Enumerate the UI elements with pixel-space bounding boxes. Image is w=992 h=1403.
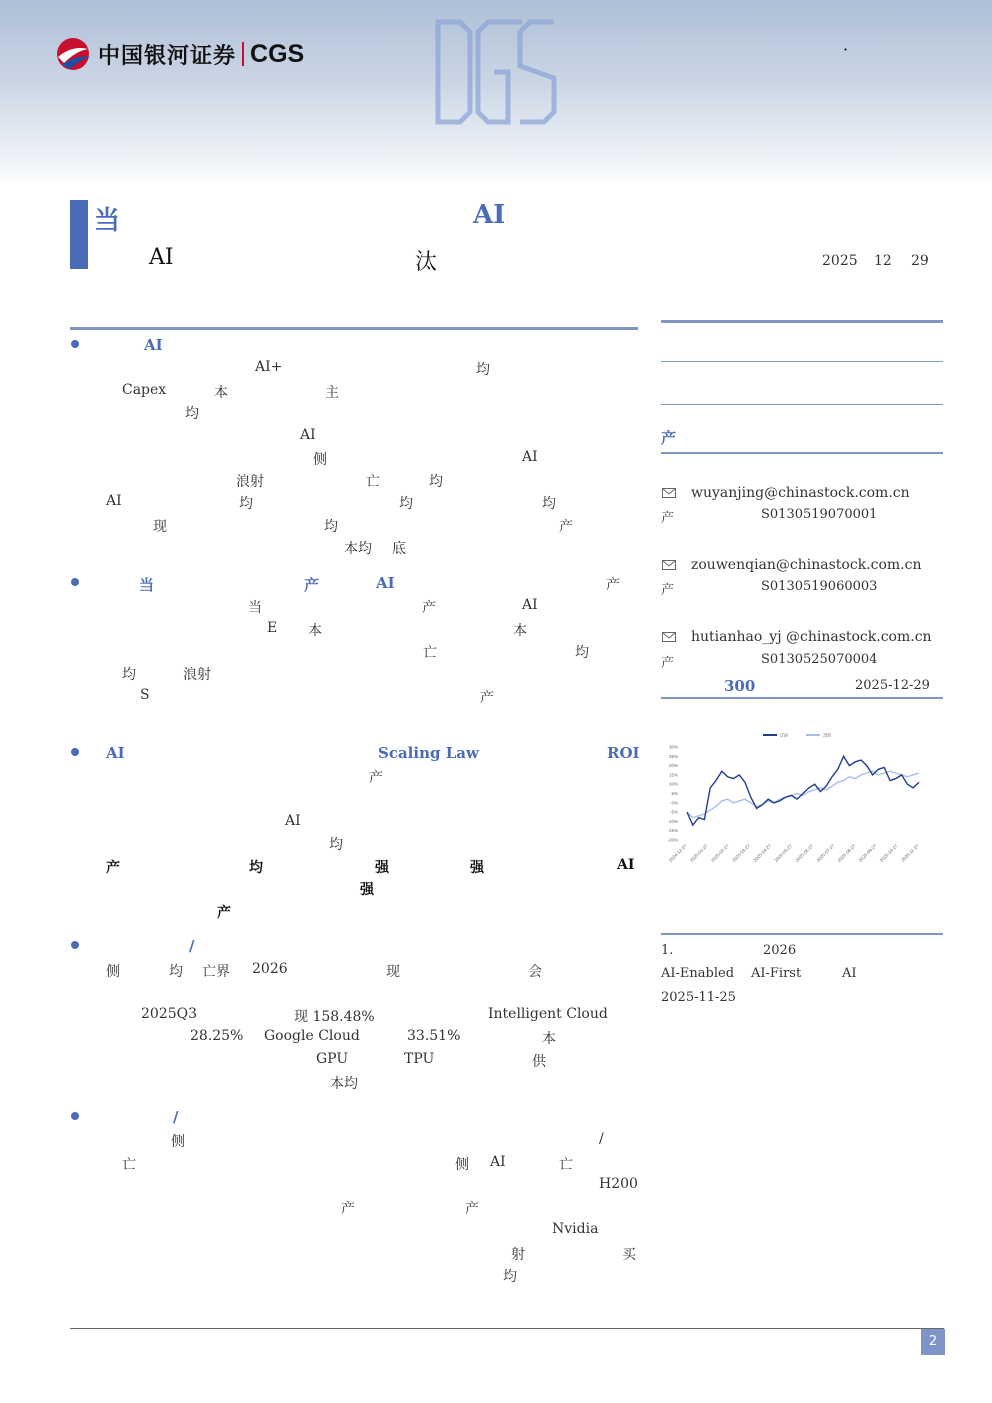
section5-text: 侧 bbox=[171, 1134, 185, 1150]
section2-heading: 当 bbox=[139, 576, 155, 594]
section2-text: 当 bbox=[248, 600, 262, 616]
report-date-month: 12 bbox=[874, 253, 892, 269]
section2-text: 均 bbox=[575, 645, 589, 661]
sidebar-rule bbox=[661, 452, 943, 454]
logo-english-name: CGS bbox=[250, 39, 305, 68]
analyst1-tag: 产 bbox=[661, 511, 675, 526]
section2-text: 产 bbox=[480, 690, 494, 706]
analyst3-license: S0130525070004 bbox=[761, 652, 878, 667]
footer-rule bbox=[70, 1328, 944, 1329]
x-tick-label: 2025-07-27 bbox=[815, 843, 836, 863]
section1-text: 均 bbox=[542, 496, 556, 512]
y-tick-label: -20% bbox=[667, 837, 678, 843]
related-report-year: 2026 bbox=[763, 943, 797, 958]
analyst2-license: S0130519060003 bbox=[761, 579, 878, 594]
y-tick-label: -15% bbox=[667, 828, 678, 834]
section5-heading: / bbox=[173, 1108, 179, 1126]
section3-bold-text: AI bbox=[617, 857, 635, 873]
section4-text: GPU bbox=[316, 1051, 349, 1067]
section4-text: 亡界 bbox=[202, 964, 230, 980]
report-date-year: 2025 bbox=[822, 253, 858, 269]
section1-text: 均 bbox=[429, 474, 443, 490]
y-tick-label: 5% bbox=[671, 791, 678, 796]
main-column-rule bbox=[70, 327, 638, 330]
header-dot: · bbox=[843, 40, 849, 59]
y-tick-label: 15% bbox=[668, 772, 678, 778]
x-tick-label: 2025-02-27 bbox=[710, 843, 730, 863]
section3-bullet bbox=[71, 748, 79, 756]
cgs-watermark-logo bbox=[430, 8, 562, 134]
section1-text: 主 bbox=[325, 385, 339, 401]
sidebar-rule bbox=[661, 404, 943, 405]
sidebar-rule bbox=[661, 933, 943, 935]
title-line2-end: 汰 bbox=[415, 250, 438, 275]
sidebar-section-label: 产 bbox=[661, 429, 677, 447]
section2-text: 产 bbox=[422, 600, 436, 616]
section4-text: Google Cloud bbox=[264, 1028, 360, 1044]
analyst3-tag: 产 bbox=[661, 656, 675, 671]
section1-text: 产 bbox=[559, 519, 573, 535]
section1-text: 均 bbox=[239, 496, 253, 512]
sidebar-rule bbox=[661, 361, 943, 362]
title-line1-ai: AI bbox=[473, 200, 506, 230]
y-tick-label: 20% bbox=[668, 763, 678, 769]
related-report-number: 1. bbox=[661, 943, 674, 958]
section4-text: 侧 bbox=[106, 964, 120, 980]
section1-text: 现 bbox=[153, 519, 167, 535]
section3-bold-text: 均 bbox=[249, 860, 263, 876]
analyst1-email[interactable]: wuyanjing@chinastock.com.cn bbox=[691, 485, 910, 501]
section1-text: 亡 bbox=[366, 474, 380, 490]
section4-text: 28.25% bbox=[190, 1028, 244, 1044]
section4-text: 本 bbox=[542, 1031, 556, 1047]
section4-text: TPU bbox=[404, 1051, 435, 1067]
section3-heading: Scaling Law bbox=[378, 744, 479, 762]
section3-text: 均 bbox=[329, 837, 343, 853]
envelope-icon bbox=[662, 488, 676, 498]
section1-heading: AI bbox=[144, 336, 163, 354]
section5-text: H200 bbox=[599, 1176, 638, 1192]
section1-text: 均 bbox=[324, 519, 338, 535]
section3-bold-text: 产 bbox=[106, 860, 120, 876]
section4-text: 2025Q3 bbox=[141, 1006, 198, 1022]
chart-date: 2025-12-29 bbox=[855, 678, 930, 693]
x-tick-label: 2025-11-27 bbox=[900, 843, 920, 863]
page-number: 2 bbox=[921, 1329, 945, 1355]
y-tick-label: 30% bbox=[668, 744, 678, 750]
section1-text: 均 bbox=[399, 496, 413, 512]
section5-text: 亡 bbox=[559, 1157, 573, 1173]
x-tick-label: 2025-05-27 bbox=[773, 843, 794, 863]
section5-text: AI bbox=[490, 1154, 506, 1170]
section1-text: 浪射 bbox=[236, 474, 264, 490]
section4-text: Intelligent Cloud bbox=[488, 1006, 608, 1022]
title-line2-ai: AI bbox=[149, 245, 174, 270]
cgs-logo bbox=[54, 36, 304, 72]
legend-label: SW bbox=[780, 733, 789, 739]
series-line-sw bbox=[687, 756, 919, 825]
section4-text: 现 bbox=[386, 964, 400, 980]
sidebar-rule bbox=[661, 320, 943, 323]
section2-text: E bbox=[267, 620, 278, 636]
section1-text: 底 bbox=[392, 541, 406, 557]
section1-text: AI bbox=[300, 427, 316, 443]
section2-text: 本 bbox=[308, 623, 322, 639]
cgs-logo-mark-icon bbox=[54, 37, 92, 71]
section4-heading: / bbox=[189, 937, 195, 955]
analyst2-tag: 产 bbox=[661, 583, 675, 598]
related-report-date: 2025-11-25 bbox=[661, 990, 736, 1005]
section3-text: 产 bbox=[369, 770, 383, 786]
section1-text: Capex bbox=[122, 382, 167, 398]
legend-label: 300 bbox=[823, 733, 832, 739]
chart-heading: 300 bbox=[724, 677, 756, 695]
x-tick-label: 2025-03-27 bbox=[731, 843, 751, 863]
x-tick-label: 2025-09-27 bbox=[857, 843, 878, 863]
section1-text: 均 bbox=[476, 362, 490, 378]
section3-bold-text: 强 bbox=[375, 860, 389, 876]
x-tick-label: 2025-01-27 bbox=[688, 843, 709, 863]
section4-text: 会 bbox=[528, 964, 542, 980]
section5-text: 产 bbox=[465, 1201, 479, 1217]
sidebar-rule bbox=[661, 697, 943, 699]
x-tick-label: 2025-06-27 bbox=[794, 843, 815, 863]
section4-text: 33.51% bbox=[407, 1028, 461, 1044]
section2-heading: AI bbox=[376, 574, 395, 592]
y-tick-label: -10% bbox=[667, 818, 678, 824]
section4-text: 本均 bbox=[330, 1076, 358, 1092]
y-tick-label: -5% bbox=[669, 809, 678, 815]
section1-text: AI+ bbox=[255, 359, 283, 375]
section1-text: AI bbox=[522, 449, 538, 465]
x-tick-label: 2025-04-27 bbox=[752, 843, 773, 863]
section2-text: 浪射 bbox=[183, 667, 211, 683]
section5-text: 买 bbox=[622, 1247, 636, 1263]
section3-heading: ROI bbox=[607, 744, 640, 762]
section5-text: 射 bbox=[511, 1247, 525, 1263]
section2-text: 产 bbox=[606, 577, 620, 593]
x-tick-label: 2024-12-27 bbox=[667, 843, 688, 863]
logo-chinese-name: 中国银河证券 bbox=[98, 43, 237, 69]
y-tick-label: 10% bbox=[668, 781, 678, 787]
section4-text: 供 bbox=[532, 1054, 546, 1070]
y-tick-label: 0% bbox=[671, 800, 678, 806]
section2-text: S bbox=[140, 687, 150, 703]
performance-line-chart bbox=[663, 724, 933, 874]
analyst3-email[interactable]: hutianhao_yj @chinastock.com.cn bbox=[691, 629, 932, 645]
x-tick-label: 2025-10-27 bbox=[878, 843, 899, 863]
section4-bullet bbox=[71, 941, 79, 949]
section1-text: 侧 bbox=[313, 452, 327, 468]
logo-divider bbox=[242, 42, 244, 66]
x-tick-label: 2025-08-27 bbox=[836, 843, 857, 863]
section5-text: 亡 bbox=[122, 1157, 136, 1173]
section5-text: 均 bbox=[503, 1269, 517, 1285]
section3-bold-text: 强 bbox=[470, 860, 484, 876]
envelope-icon bbox=[662, 632, 676, 642]
envelope-icon bbox=[662, 560, 676, 570]
section5-text: 侧 bbox=[455, 1157, 469, 1173]
section3-bold-text: 强 bbox=[360, 882, 374, 898]
analyst2-email[interactable]: zouwenqian@chinastock.com.cn bbox=[691, 557, 922, 573]
section1-text: 本 bbox=[214, 385, 228, 401]
section2-text: 本 bbox=[513, 623, 527, 639]
section3-text: AI bbox=[285, 813, 301, 829]
section2-heading: 产 bbox=[304, 576, 320, 594]
section4-text: 2026 bbox=[252, 961, 288, 977]
title-line1-start: 当 bbox=[94, 206, 121, 236]
related-report-text: AI bbox=[842, 966, 857, 981]
section4-text: 均 bbox=[169, 964, 183, 980]
section3-heading: AI bbox=[106, 744, 125, 762]
section5-text: Nvidia bbox=[552, 1221, 599, 1237]
section2-bullet bbox=[71, 578, 79, 586]
related-report-text: AI-First bbox=[751, 966, 802, 981]
y-tick-label: 25% bbox=[668, 753, 678, 759]
section2-text: 亡 bbox=[423, 645, 437, 661]
report-date-day: 29 bbox=[911, 253, 929, 269]
section5-text: 产 bbox=[341, 1201, 355, 1217]
section1-bullet bbox=[71, 340, 79, 348]
section1-text: 均 bbox=[185, 406, 199, 422]
section3-bold-text: 产 bbox=[217, 905, 231, 921]
section4-text: 现 158.48% bbox=[294, 1009, 375, 1025]
section1-text: 本均 bbox=[344, 541, 372, 557]
section2-text: AI bbox=[522, 597, 538, 613]
title-accent-bar bbox=[70, 200, 88, 269]
section5-bullet bbox=[71, 1112, 79, 1120]
related-report-text: AI-Enabled bbox=[661, 966, 735, 981]
section1-text: AI bbox=[106, 493, 122, 509]
section5-text: / bbox=[599, 1131, 604, 1147]
section2-text: 均 bbox=[122, 667, 136, 683]
analyst1-license: S0130519070001 bbox=[761, 507, 878, 522]
